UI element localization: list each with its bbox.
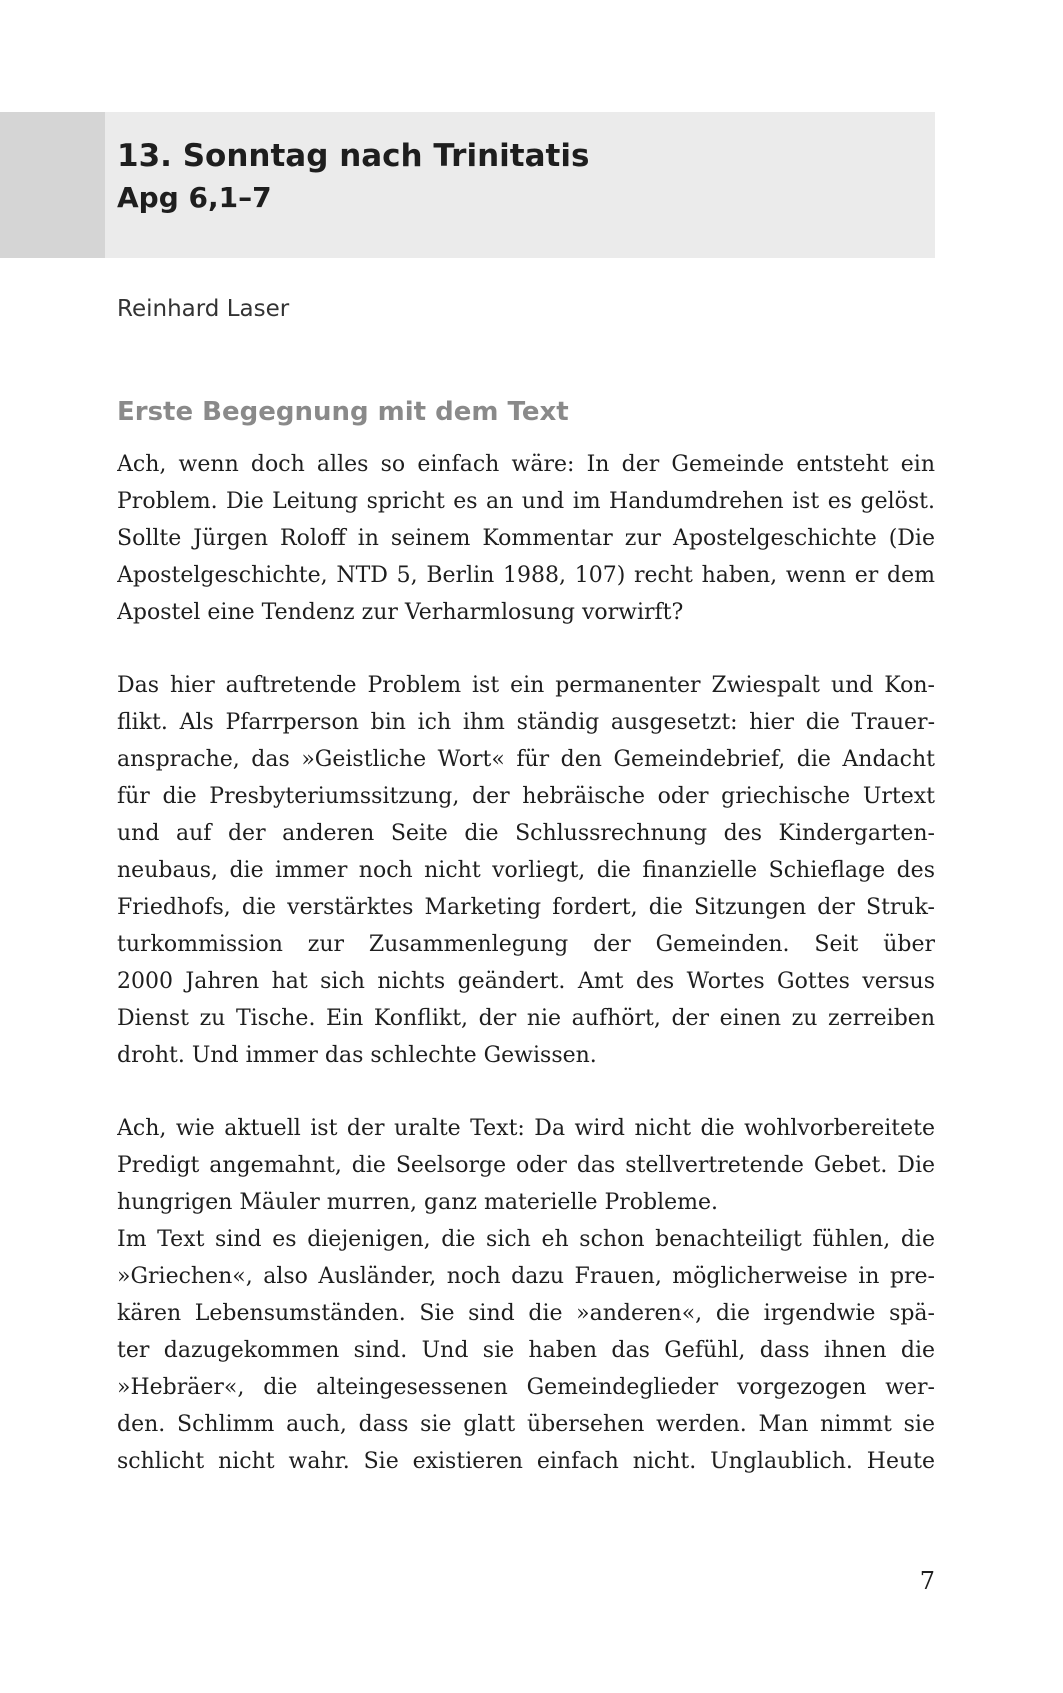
text-line: hungrigen Mäuler murren, ganz materielle Probleme. bbox=[117, 1190, 719, 1215]
text-line: Apostel eine Tendenz zur Verharmlosung vorwirft? bbox=[117, 600, 684, 625]
text-line: kären Lebensumständen. Sie sind die »anderen«, die irgendwie spä- bbox=[117, 1301, 935, 1326]
text-line: Dienst zu Tische. Ein Konflikt, der nie aufhört, der einen zu zerreiben bbox=[117, 1006, 935, 1031]
bible-reference: Apg 6,1–7 bbox=[117, 181, 272, 214]
paragraph-1 bbox=[117, 446, 935, 631]
text-line: »Griechen«, also Ausländer, noch dazu Frauen, möglicherweise in pre- bbox=[117, 1264, 935, 1289]
text-line: Predigt angemahnt, die Seelsorge oder das stellvertretende Gebet. Die bbox=[117, 1153, 935, 1178]
text-line: Das hier auftretende Problem ist ein permanenter Zwiespalt und Kon- bbox=[117, 673, 935, 698]
section-heading: Erste Begegnung mit dem Text bbox=[117, 397, 569, 427]
text-line: Sollte Jürgen Roloff in seinem Kommentar zur Apostelgeschichte (Die bbox=[117, 526, 935, 551]
text-line: flikt. Als Pfarrperson bin ich ihm ständig ausgesetzt: hier die Trauer- bbox=[117, 710, 935, 735]
text-line: schlicht nicht wahr. Sie existieren einfach nicht. Unglaublich. Heute bbox=[117, 1449, 935, 1474]
text-line: neubaus, die immer noch nicht vorliegt, die finanzielle Schieflage des bbox=[117, 858, 935, 883]
text-line: Ach, wenn doch alles so einfach wäre: In der Gemeinde entsteht ein bbox=[117, 452, 935, 477]
text-line: Apostelgeschichte, NTD 5, Berlin 1988, 107) recht haben, wenn er dem bbox=[117, 563, 935, 588]
text-line: »Hebräer«, die alteingesessenen Gemeindeglieder vorgezogen wer- bbox=[117, 1375, 935, 1400]
text-line: ansprache, das »Geistliche Wort« für den Gemeindebrief, die Andacht bbox=[117, 747, 935, 772]
paragraph-2 bbox=[117, 667, 935, 1074]
text-line: ter dazugekommen sind. Und sie haben das Gefühl, dass ihnen die bbox=[117, 1338, 935, 1363]
paragraph-3 bbox=[117, 1110, 935, 1221]
text-line: für die Presbyteriumssitzung, der hebräische oder griechische Urtext bbox=[117, 784, 935, 809]
author-name: Reinhard Laser bbox=[117, 296, 290, 322]
text-line: und auf der anderen Seite die Schlussrechnung des Kindergarten- bbox=[117, 821, 935, 846]
text-line: 2000 Jahren hat sich nichts geändert. Amt des Wortes Gottes versus bbox=[117, 969, 935, 994]
header-tab-marker bbox=[0, 112, 105, 258]
chapter-title: 13. Sonntag nach Trinitatis bbox=[117, 138, 590, 174]
text-line: Im Text sind es diejenigen, die sich eh schon benachteiligt fühlen, die bbox=[117, 1227, 935, 1252]
text-line: den. Schlimm auch, dass sie glatt übersehen werden. Man nimmt sie bbox=[117, 1412, 935, 1437]
text-line: turkommission zur Zusammenlegung der Gemeinden. Seit über bbox=[117, 932, 935, 957]
text-line: Ach, wie aktuell ist der uralte Text: Da wird nicht die wohlvorbereitete bbox=[117, 1116, 935, 1141]
paragraph-4 bbox=[117, 1221, 935, 1480]
text-line: Friedhofs, die verstärktes Marketing fordert, die Sitzungen der Struk- bbox=[117, 895, 935, 920]
text-line: droht. Und immer das schlechte Gewissen. bbox=[117, 1043, 597, 1068]
text-line: Problem. Die Leitung spricht es an und im Handumdrehen ist es gelöst. bbox=[117, 489, 935, 514]
page-number: 7 bbox=[919, 1567, 935, 1595]
